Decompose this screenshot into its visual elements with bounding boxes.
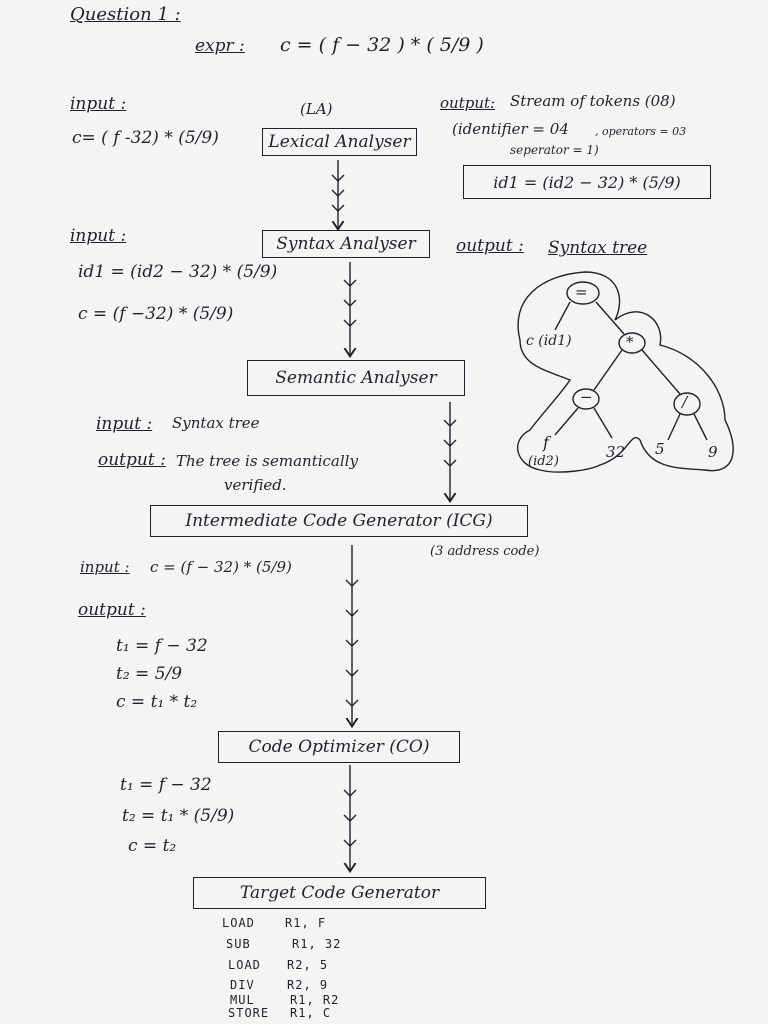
expr-label: expr : [195, 36, 245, 56]
icg-line-3: c = t₁ * t₂ [116, 692, 198, 712]
co-line-1: t₁ = f − 32 [120, 775, 212, 795]
co-line-3: c = t₂ [128, 836, 177, 856]
code-args-4: R2, 9 [287, 978, 329, 992]
code-op-1: LOAD [222, 916, 255, 930]
icg-note: (3 address code) [430, 544, 540, 559]
code-optimizer-box: Code Optimizer (CO) [218, 731, 460, 763]
code-args-5: R1, R2 [290, 993, 340, 1007]
sa-line-1: id1 = (id2 − 32) * (5/9) [78, 262, 278, 282]
la-input-expr: c= ( f -32) * (5/9) [72, 128, 219, 148]
icg-box: Intermediate Code Generator (ICG) [150, 505, 528, 537]
tree-f-label: f [543, 433, 549, 452]
tree-root-label: = [575, 283, 588, 301]
sa-output-text: Syntax tree [548, 238, 648, 258]
code-op-3: LOAD [228, 958, 261, 972]
la-input-label: input : [70, 94, 127, 114]
sa-input-label: input : [70, 226, 127, 246]
code-op-2: SUB [226, 937, 251, 951]
tree-f-id: (id2) [528, 454, 559, 469]
code-args-3: R2, 5 [287, 958, 329, 972]
expr-text: c = ( f − 32 ) * ( 5/9 ) [280, 34, 484, 56]
la-abbrev: (LA) [300, 100, 333, 118]
code-args-2: R1, 32 [292, 937, 342, 951]
tree-9-label: 9 [708, 443, 718, 461]
la-token-identifier: (identifier = 04 [452, 120, 569, 138]
co-line-2: t₂ = t₁ * (5/9) [122, 806, 235, 826]
lexical-analyser-box: Lexical Analyser [262, 128, 417, 156]
icg-input-label: input : [80, 558, 130, 576]
tree-minus-label: − [580, 388, 593, 406]
icg-input-expr: c = (f − 32) * (5/9) [150, 558, 292, 576]
syntax-analyser-box: Syntax Analyser [262, 230, 430, 258]
code-op-5: MUL [230, 993, 255, 1007]
code-op-4: DIV [230, 978, 255, 992]
icg-line-1: t₁ = f − 32 [116, 636, 208, 656]
code-op-6: STORE [228, 1006, 270, 1020]
la-token-separator: seperator = 1) [510, 143, 599, 157]
sa-line-2: c = (f −32) * (5/9) [78, 304, 234, 324]
icg-output-label: output : [78, 600, 146, 620]
tree-mul-label: * [626, 333, 634, 351]
sem-input-label: input : [96, 414, 153, 434]
semantic-analyser-box: Semantic Analyser [247, 360, 465, 396]
tree-5-label: 5 [655, 440, 665, 458]
token-expr-box: id1 = (id2 − 32) * (5/9) [463, 165, 711, 199]
tree-32-label: 32 [606, 443, 626, 461]
sa-output-label: output : [456, 236, 524, 256]
la-output-text: Stream of tokens (08) [510, 92, 676, 110]
code-args-1: R1, F [285, 916, 327, 930]
tree-left-leaf: c (id1) [526, 333, 572, 349]
tree-outline [518, 272, 734, 472]
sem-output-text-2: verified. [224, 476, 287, 494]
target-code-generator-box: Target Code Generator [193, 877, 486, 909]
icg-line-2: t₂ = 5/9 [116, 664, 183, 684]
sem-output-text: The tree is semantically [176, 452, 358, 470]
la-token-operators: , operators = 03 [595, 125, 687, 138]
sem-output-label: output : [98, 450, 166, 470]
tree-div-label: / [682, 393, 688, 411]
code-args-6: R1, C [290, 1006, 332, 1020]
la-output-label: output: [440, 94, 496, 112]
sem-input-text: Syntax tree [172, 414, 260, 432]
question-title: Question 1 : [70, 4, 181, 25]
